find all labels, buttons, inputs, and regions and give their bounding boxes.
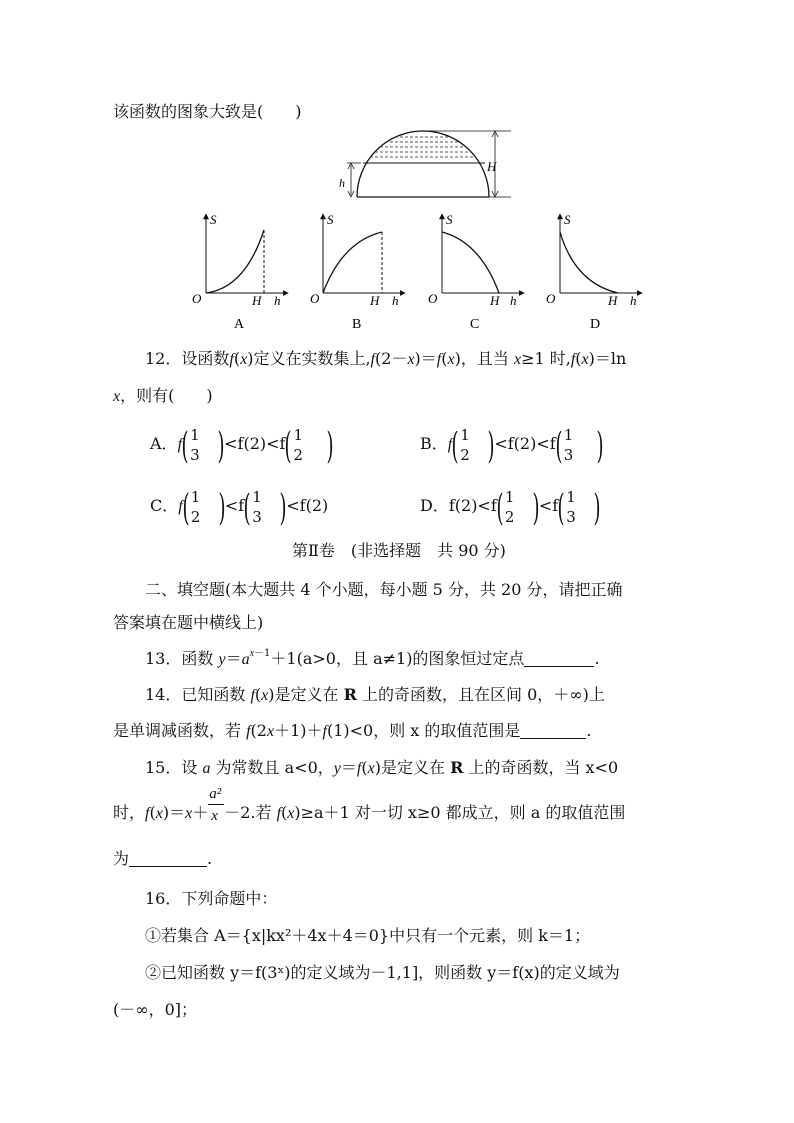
- q13-number: 13．: [145, 649, 182, 668]
- q14-number: 14．: [145, 685, 182, 704]
- axis-h-label: h: [510, 293, 517, 308]
- part2-heading-line2: 答案填在题中横线上): [113, 613, 264, 632]
- axis-h-label: h: [274, 293, 281, 308]
- q12-line1: 12．设函数f(x)定义在实数集上,f(2－x)＝f(x)，且当 x≥1 时,f(x)＝ln: [145, 349, 627, 368]
- q16-item1: ①若集合 A＝{x|kx²＋4x＋4＝0}中只有一个元素，则 k＝1；: [145, 926, 591, 945]
- water-hatch: [355, 137, 491, 157]
- H-tick-label: H: [370, 293, 380, 308]
- graph-letter-D: D: [590, 317, 601, 332]
- graph-C: [428, 212, 524, 332]
- q16-intro: 16．下列命题中：: [145, 889, 278, 908]
- q15-frac-numerator: a²: [209, 786, 222, 802]
- axis-S-label: S: [210, 212, 217, 227]
- tank-figure: [335, 125, 525, 205]
- axis-h-label: h: [630, 293, 637, 308]
- dome-outline: [357, 131, 489, 197]
- graph-A: [192, 212, 288, 332]
- q12-option-B: B．f( 1 2 )<f(2)<f( 1 3 ): [420, 426, 604, 467]
- q12-number: 12．: [145, 349, 182, 368]
- q12-option-D: D．f(2)<f( 1 2 )<f( 1 3 ): [420, 488, 601, 529]
- curve-C: [442, 232, 499, 293]
- H-tick-label: H: [490, 293, 500, 308]
- axis-h-label: h: [392, 293, 399, 308]
- graph-B: [310, 212, 405, 332]
- q12-option-A: A．f( 1 3 )<f(2)<f( 1 2 ): [150, 426, 334, 467]
- q14-answer-blank[interactable]: [520, 722, 586, 739]
- q15-number: 15．: [145, 758, 182, 777]
- intro-text: 该函数的图象大致是( ): [113, 102, 302, 121]
- q14-line2: 是单调减函数，若 f(2x＋1)＋f(1)<0，则 x 的取值范围是 .: [113, 721, 592, 740]
- part2-heading-line1: 二、填空题(本大题共 4 个小题，每小题 5 分，共 20 分，请把正确: [145, 580, 623, 599]
- q16-item2: ②已知函数 y＝f(3ˣ)的定义域为－1,1]，则函数 y＝f(x)的定义域为: [145, 963, 620, 982]
- q16-item2-cont: (－∞，0]；: [113, 1000, 197, 1019]
- origin-label: O: [192, 291, 202, 306]
- graph-letter-A: A: [234, 317, 245, 332]
- origin-label: O: [546, 291, 556, 306]
- q13: 13．函数 $y=a^{x-1}+1(a>0$，且 a≠1)的图象恒过定点 .: [145, 648, 600, 668]
- axis-S-label: S: [564, 212, 571, 227]
- q13-answer-blank[interactable]: [524, 650, 594, 667]
- axis-S-label: S: [327, 212, 334, 227]
- q15-line1: 15．设 a 为常数且 a<0，y＝f(x)是定义在 R 上的奇函数，当 x<0: [145, 758, 619, 777]
- q12-line2: x，则有( ): [113, 386, 213, 405]
- q15-line3: 为 .: [113, 849, 213, 868]
- curve-B: [323, 232, 382, 293]
- H-label: H: [487, 159, 497, 174]
- q14-line1: 14．已知函数 f(x)是定义在 R 上的奇函数，且在区间 0，＋∞)上: [145, 685, 605, 704]
- curve-A: [206, 230, 264, 293]
- origin-label: O: [310, 291, 320, 306]
- section-title: 第Ⅱ卷 (非选择题 共 90 分): [292, 541, 506, 560]
- H-tick-label: H: [252, 293, 262, 308]
- q16-number: 16．: [145, 889, 182, 908]
- q15-answer-blank[interactable]: [129, 850, 207, 867]
- graph-letter-B: B: [352, 317, 362, 332]
- graph-letter-C: C: [470, 317, 480, 332]
- axis-S-label: S: [446, 212, 453, 227]
- curve-D: [560, 232, 618, 293]
- q12-option-C: C．f( 1 2 )<f( 1 3 )<f(2): [150, 488, 329, 529]
- graphs-figure: [190, 208, 650, 338]
- q15-frac-denominator: x: [211, 808, 218, 824]
- origin-label: O: [428, 291, 438, 306]
- graph-D: [546, 212, 642, 332]
- q15-line2: 时，f(x)＝x＋ $\frac{\text{a²}}{x}$ －2.若 f(x)≥a＋1 对一切 x≥0 都成立，则 a 的取值范围: [113, 786, 626, 824]
- h-label: h: [339, 176, 345, 190]
- H-tick-label: H: [608, 293, 618, 308]
